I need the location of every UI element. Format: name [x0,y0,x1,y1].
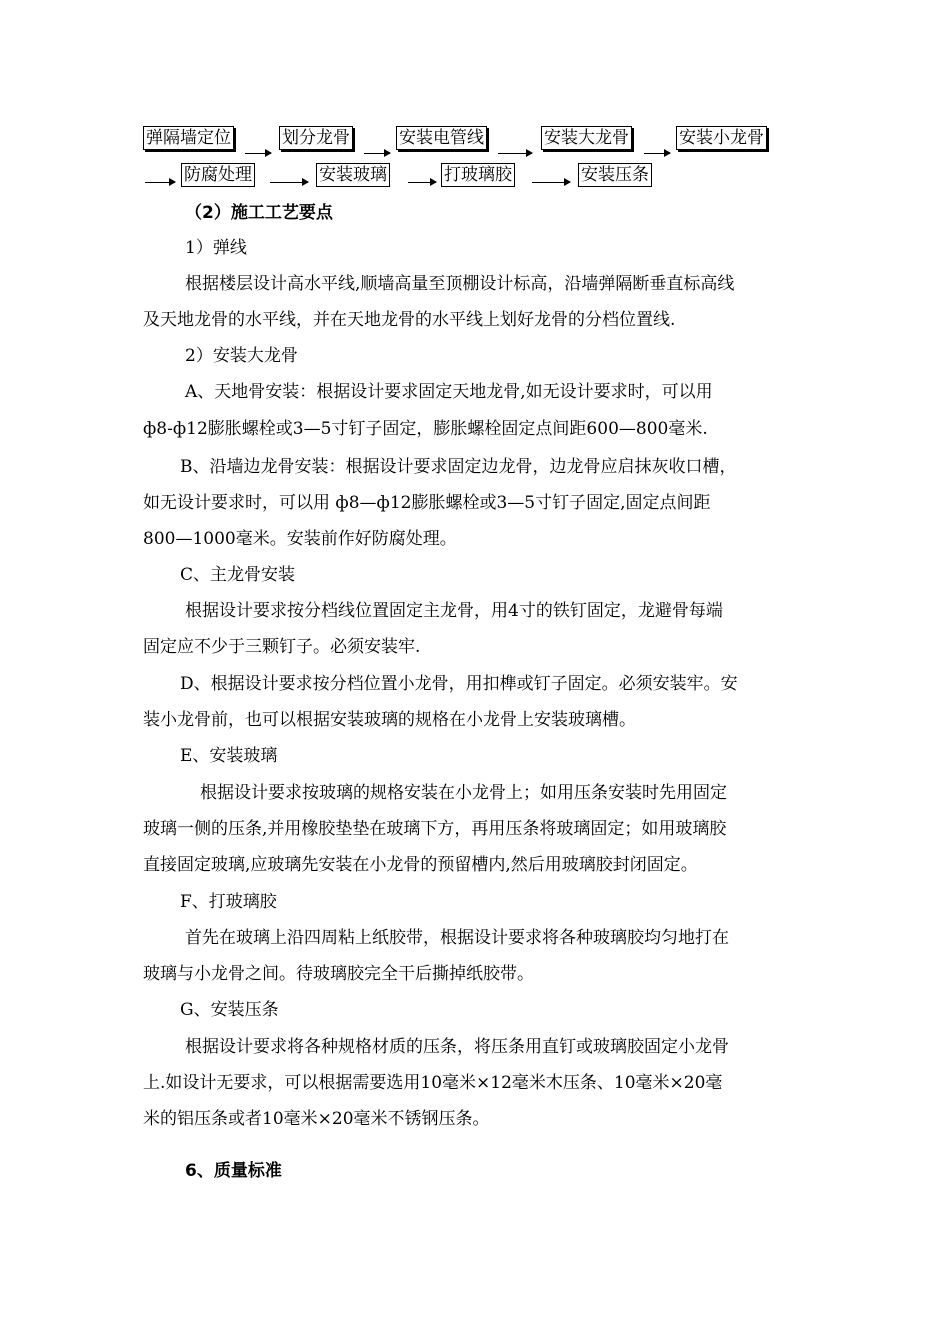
paragraph-line: ф8-ф12膨胀螺栓或3—5寸钉子固定，膨胀螺栓固定点间距600—800毫米. [143,419,708,439]
paragraph-line: 800—1000毫米。安装前作好防腐处理。 [143,529,457,549]
flow-step-3: 安装电管线 [396,126,487,150]
paragraph-line: B、沿墙边龙骨安装：根据设计要求固定边龙骨，边龙骨应启抹灰收口槽， [180,457,737,477]
paragraph-line: 玻璃一侧的压条,并用橡胶垫垫在玻璃下方，再用压条将玻璃固定；如用玻璃胶 [143,819,727,839]
flow-arrow [408,182,436,183]
flow-step-2: 划分龙骨 [279,126,353,150]
flow-arrow [498,153,532,154]
flow-step-5: 安装小龙骨 [676,126,767,150]
flow-step-6: 防腐处理 [181,163,255,187]
subsection-title: 2）安装大龙骨 [185,346,298,366]
paragraph-line: 及天地龙骨的水平线，并在天地龙骨的水平线上划好龙骨的分档位置线. [143,310,676,330]
flow-step-4: 安装大龙骨 [541,126,632,150]
paragraph-line: 直接固定玻璃,应玻璃先安装在小龙骨的预留槽内,然后用玻璃胶封闭固定。 [143,855,698,875]
section-heading: （2）施工工艺要点 [185,203,333,223]
section-heading: 6、质量标准 [185,1161,282,1181]
item-title: G、安装压条 [180,1000,279,1020]
item-title: C、主龙骨安装 [180,565,296,585]
flow-arrow [145,182,175,183]
flow-arrow [644,153,670,154]
item-title: F、打玻璃胶 [180,892,277,912]
flow-step-9: 安装压条 [578,163,652,187]
paragraph-line: 玻璃与小龙骨之间。待玻璃胶完全干后撕掉纸胶带。 [143,964,534,984]
paragraph-line: 固定应不少于三颗钉子。必须安装牢. [143,637,421,657]
paragraph-line: 根据设计要求将各种规格材质的压条，将压条用直钉或玻璃胶固定小龙骨 [185,1037,729,1057]
paragraph-line: 根据设计要求按玻璃的规格安装在小龙骨上；如用压条安装时先用固定 [200,783,727,803]
flow-arrow [245,153,271,154]
flow-step-1: 弹隔墙定位 [143,126,234,150]
paragraph-line: 首先在玻璃上沿四周粘上纸胶带，根据设计要求将各种玻璃胶均匀地打在 [185,928,729,948]
flow-arrow [364,153,390,154]
paragraph-line: 米的铝压条或者10毫米×20毫米不锈钢压条。 [143,1109,490,1129]
paragraph-line: D、根据设计要求按分档位置小龙骨，用扣榫或钉子固定。必须安装牢。安 [180,674,738,694]
flow-step-7: 安装玻璃 [316,163,390,187]
process-flowchart [0,0,950,200]
paragraph-line: 如无设计要求时，可以用 ф8—ф12膨胀螺栓或3—5寸钉子固定,固定点间距 [143,493,711,513]
paragraph-line: 根据设计要求按分档线位置固定主龙骨，用4寸的铁钉固定，龙避骨每端 [185,601,723,621]
flow-arrow [270,182,308,183]
subsection-title: 1）弹线 [185,238,247,258]
flow-arrow [532,182,570,183]
paragraph-line: 根据楼层设计高水平线,顺墙高量至顶棚设计标高，沿墙弹隔断垂直标高线 [185,274,735,294]
item-title: E、安装玻璃 [180,746,278,766]
paragraph-line: A、天地骨安装：根据设计要求固定天地龙骨,如无设计要求时，可以用 [185,382,713,402]
paragraph-line: 装小龙骨前，也可以根据安装玻璃的规格在小龙骨上安装玻璃槽。 [143,710,636,730]
paragraph-line: 上.如设计无要求，可以根据需要选用10毫米×12毫米木压条、10毫米×20毫 [143,1073,723,1093]
flow-step-8: 打玻璃胶 [441,163,515,187]
